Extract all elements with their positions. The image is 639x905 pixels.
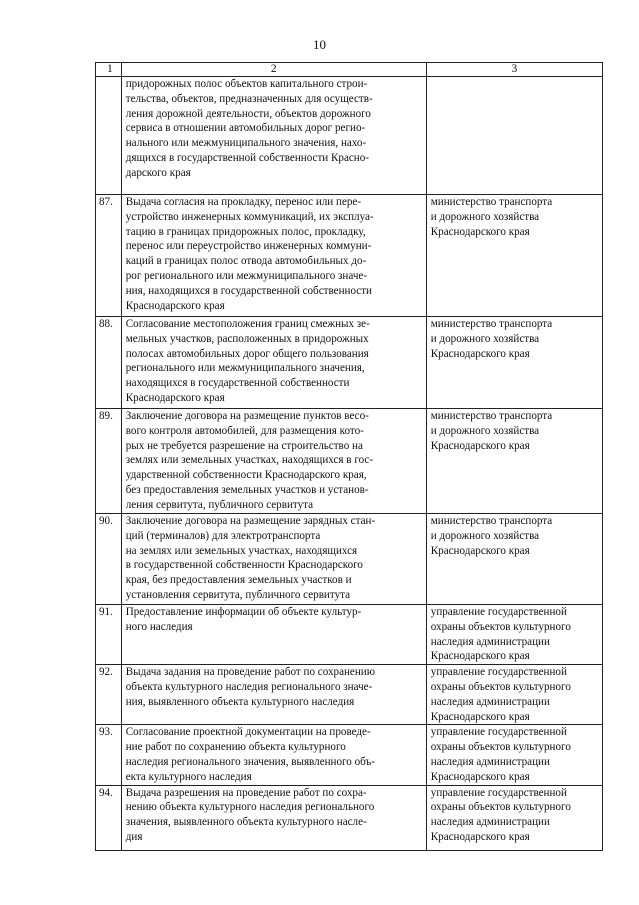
authority-name: министерство транспорта и дорожного хозяйства Краснодарского края xyxy=(426,317,602,409)
row-number: 89. xyxy=(96,409,122,514)
authority-name: министерство транспорта и дорожного хозяйства Краснодарского края xyxy=(426,409,602,514)
table-header-row xyxy=(96,63,603,77)
header-col-3: 3 xyxy=(426,63,602,77)
service-name: Предоставление информации об объекте культур- ного наследия xyxy=(121,605,426,665)
service-name: Согласование проектной документации на проведе- ние работ по сохранению объекта культурного наследия регионального значения, выявленного объ- екта культурного наследия xyxy=(121,725,426,785)
service-name: Заключение договора на размещение зарядных стан- ций (терминалов) для электротранспорта на землях или земельных участках, находящихся в государственной собственности Краснодарского края, без предоставления земельных участков и установления сервитута, публичного сервитута xyxy=(121,514,426,605)
service-name: придорожных полос объектов капитального строи- тельства, объектов, предназначенных для осуществ- ления дорожной деятельности, объектов дорожного сервиса в отношении автомобильных дорог регио- нального или межмуниципального значения, нахо- дящихся в государственной собственности Красно- дарского края xyxy=(121,77,426,195)
table-row xyxy=(96,785,603,850)
services-table xyxy=(95,62,603,851)
service-name: Выдача согласия на прокладку, перенос или пере- устройство инженерных коммуникаций, их эксплуа- тацию в границах придорожных полос, прокладку, перенос или переустройство инженерных коммуни- каций в границах полос отвода автомобильных до- рог регионального или межмуниципального значе- ния, находящихся в государственной собственности Краснодарского края xyxy=(121,195,426,317)
row-number: 92. xyxy=(96,665,122,725)
row-number: 94. xyxy=(96,785,122,850)
authority-name: управление государственной охраны объектов культурного наследия администрации Краснодарского края xyxy=(426,725,602,785)
table-row xyxy=(96,409,603,514)
service-name: Выдача разрешения на проведение работ по сохра- нению объекта культурного наследия регионального значения, выявленного объекта культурного насле- дия xyxy=(121,785,426,850)
table-row xyxy=(96,514,603,605)
row-number: 87. xyxy=(96,195,122,317)
row-number: 90. xyxy=(96,514,122,605)
authority-name: министерство транспорта и дорожного хозяйства Краснодарского края xyxy=(426,195,602,317)
authority-name: управление государственной охраны объектов культурного наследия администрации Краснодарского края xyxy=(426,665,602,725)
authority-name: министерство транспорта и дорожного хозяйства Краснодарского края xyxy=(426,514,602,605)
table-row xyxy=(96,317,603,409)
authority-name: управление государственной охраны объектов культурного наследия администрации Краснодарского края xyxy=(426,785,602,850)
service-name: Согласование местоположения границ смежных зе- мельных участков, расположенных в придорожных полосах автомобильных дорог общего пользования регионального или межмуниципального значения, находящихся в государственной собственности Краснодарского края xyxy=(121,317,426,409)
table-row xyxy=(96,195,603,317)
service-name: Заключение договора на размещение пунктов весо- вого контроля автомобилей, для размещения кото- рых не требуется разрешение на строительство на землях или земельных участках, находящихся в гос- ударственной собственности Краснодарского края, без предоставления земельных участков и установ- ления сервитута, публичного сервитута xyxy=(121,409,426,514)
table-row xyxy=(96,665,603,725)
row-number: 93. xyxy=(96,725,122,785)
service-name: Выдача задания на проведение работ по сохранению объекта культурного наследия регионального значе- ния, выявленного объекта культурного наследия xyxy=(121,665,426,725)
table-row xyxy=(96,77,603,195)
row-number xyxy=(96,77,122,195)
table-row xyxy=(96,725,603,785)
authority-name xyxy=(426,77,602,195)
table-row xyxy=(96,605,603,665)
page-number: 10 xyxy=(313,37,326,52)
header-col-2: 2 xyxy=(121,63,426,77)
row-number: 88. xyxy=(96,317,122,409)
header-col-1: 1 xyxy=(96,63,122,77)
row-number: 91. xyxy=(96,605,122,665)
authority-name: управление государственной охраны объектов культурного наследия администрации Краснодарского края xyxy=(426,605,602,665)
